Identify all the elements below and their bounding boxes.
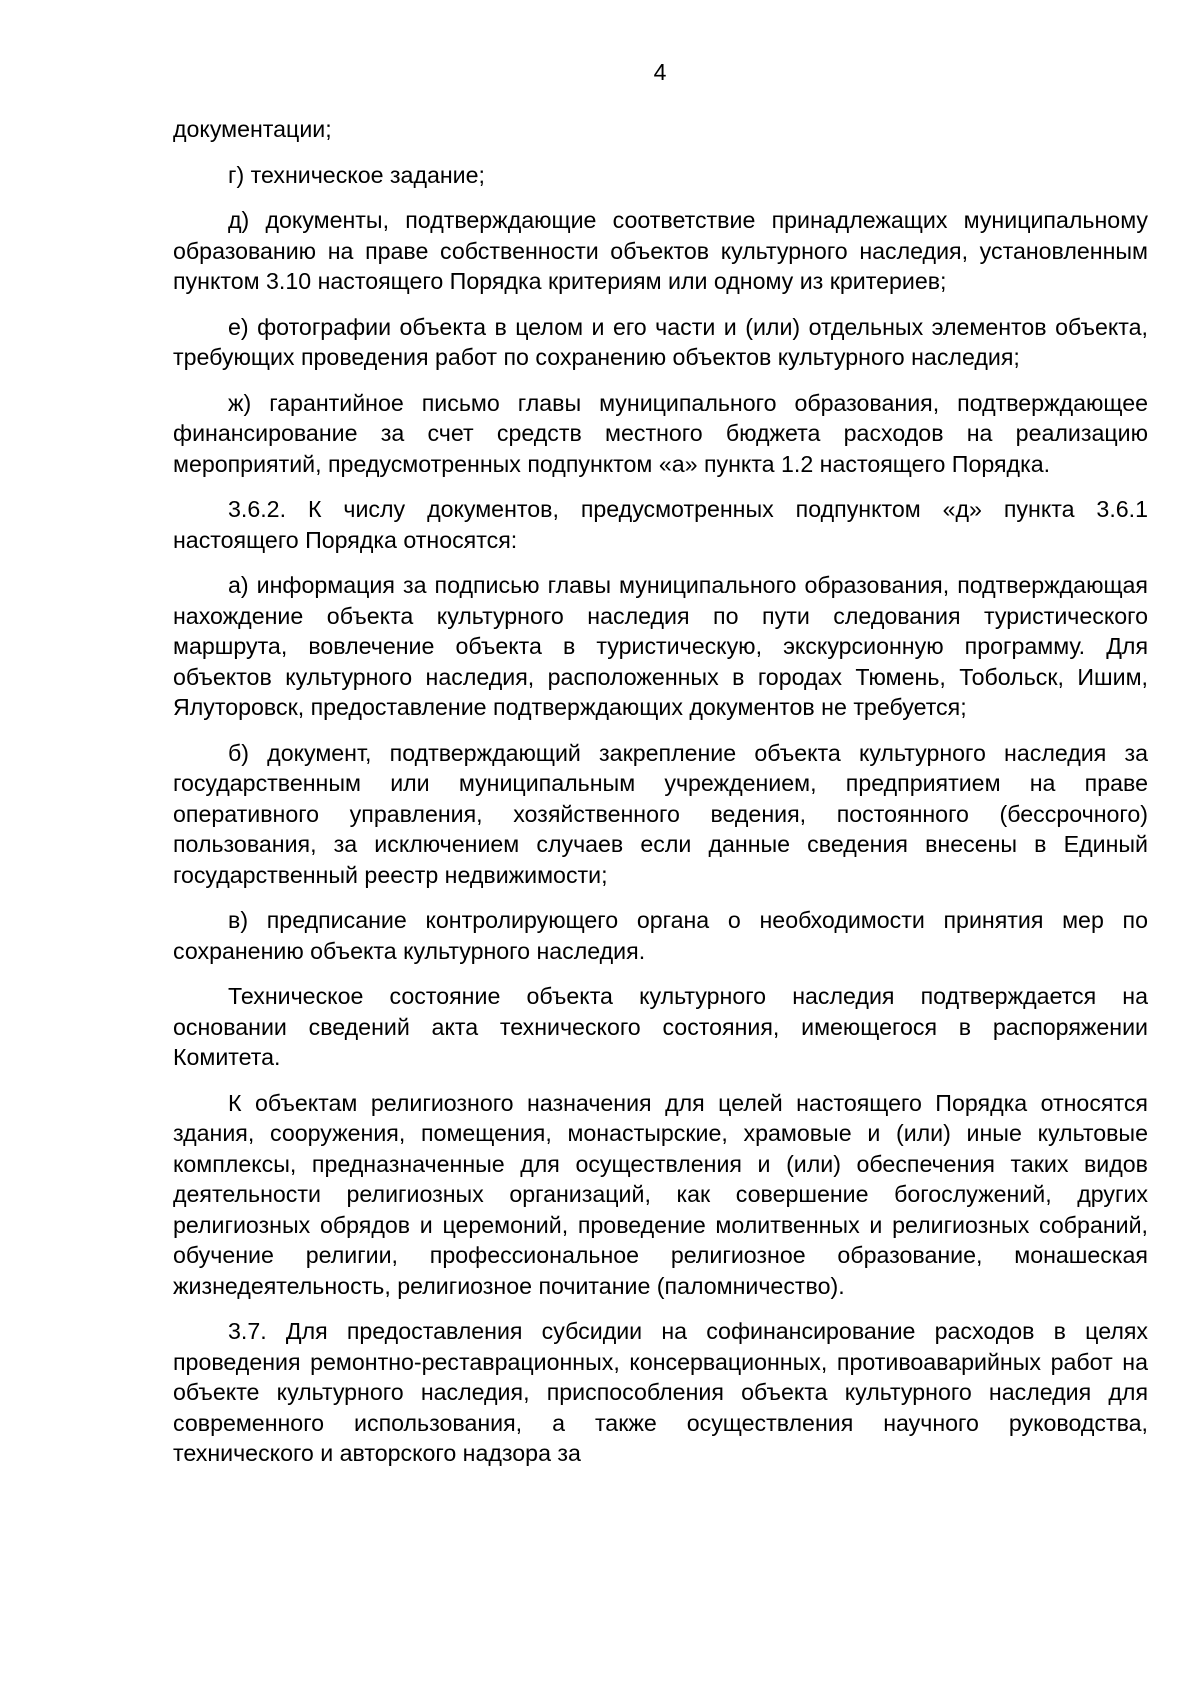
paragraph-item-zh: ж) гарантийное письмо главы муниципального образования, подтверждающее финансирование за счет средств местного бюджета расходов на реализацию мероприятий, предусмотренных подпунктом «а» пункта 1.2 настоящего Порядка.	[173, 389, 1148, 477]
page-number: 4	[653, 59, 667, 85]
paragraph-3-6-2: 3.6.2. К числу документов, предусмотренных подпунктом «д» пункта 3.6.1 настоящего Порядка относятся:	[173, 496, 1148, 553]
paragraph-continuation: документации;	[173, 116, 332, 142]
paragraph-item-d: д) документы, подтверждающие соответствие принадлежащих муниципальному образованию на праве собственности объектов культурного наследия, установленным пунктом 3.10 настоящего Порядка критериям или одному из критериев;	[173, 207, 1148, 294]
paragraph-item-g: г) техническое задание;	[228, 161, 485, 188]
paragraph-item-e: е) фотографии объекта в целом и его части и (или) отдельных элементов объекта, требующих проведения работ по сохранению объектов культурного наследия;	[173, 313, 1148, 370]
paragraph-item-a: а) информация за подписью главы муниципального образования, подтверждающая нахождение объекта культурного наследия по пути следования туристического маршрута, вовлечение объекта в туристическую, экскурсионную программу. Для объектов культурного наследия, расположенных в городах Тюмень, Тобольск, Ишим, Ялуторовск, предоставление подтверждающих документов не требуется;	[173, 572, 1148, 720]
paragraph-item-b: б) документ, подтверждающий закрепление объекта культурного наследия за государственным или муниципальным учреждением, предприятием на праве оперативного управления, хозяйственного ведения, постоянного (бессрочного) пользования, за исключением случаев если данные сведения внесены в Единый государственный реестр недвижимости;	[173, 739, 1148, 888]
paragraph-religious-objects: К объектам религиозного назначения для целей настоящего Порядка относятся здания, сооружения, помещения, монастырские, храмовые и (или) иные культовые комплексы, предназначенные для осуществления и (или) обеспечения таких видов деятельности религиозных организаций, как совершение богослужений, других религиозных обрядов и церемоний, проведение молитвенных и религиозных собраний, обучение религии, профессиональное религиозное образование, монашеская жизнедеятельность, религиозное почитание (паломничество).	[173, 1089, 1148, 1299]
paragraph-3-7: 3.7. Для предоставления субсидии на софинансирование расходов в целях проведения ремонтно-реставрационных, консервационных, противоаварийных работ на объекте культурного наследия, приспособления объекта культурного наследия для современного использования, а также осуществления научного руководства, технического и авторского надзора за	[173, 1318, 1148, 1466]
paragraph-technical-state: Техническое состояние объекта культурного наследия подтверждается на основании сведений акта технического состояния, имеющегося в распоряжении Комитета.	[173, 983, 1148, 1070]
document-body	[173, 114, 1148, 1484]
paragraph-item-v: в) предписание контролирующего органа о необходимости принятия мер по сохранению объекта культурного наследия.	[173, 907, 1148, 964]
